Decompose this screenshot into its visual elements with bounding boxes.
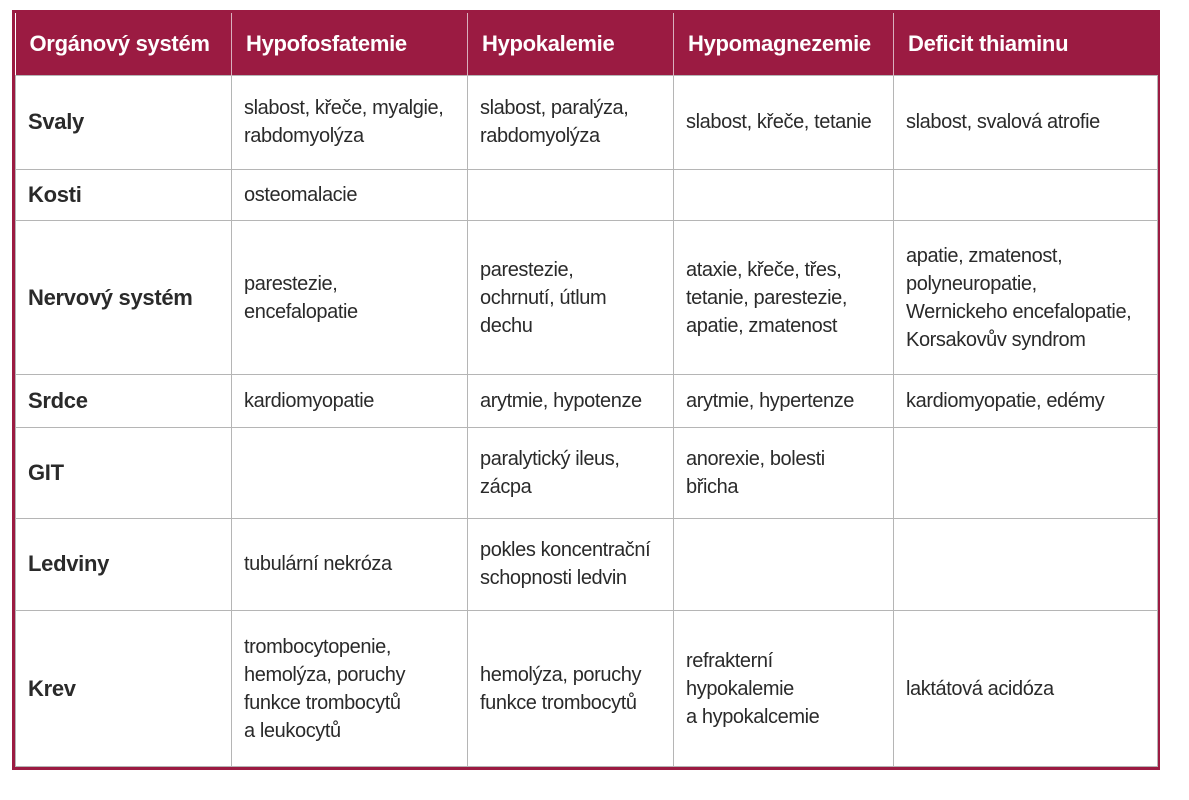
cell-line: trombocytopenie, xyxy=(244,635,392,658)
cell-line: ochrnutí, útlum xyxy=(480,286,607,309)
table-row xyxy=(16,611,1158,767)
cell-line: hemolýza, poruchy xyxy=(244,663,406,686)
cell-hypokalemie xyxy=(468,428,674,518)
cell-line: slabost, svalová atrofie xyxy=(906,111,1100,134)
cell-line: parestezie, xyxy=(244,272,338,295)
header-deficit-thiaminu: Deficit thiaminu xyxy=(894,13,1158,75)
cell-line: hypokalemie xyxy=(686,677,794,700)
cell-line: Korsakovův syndrom xyxy=(906,328,1086,351)
cell-hypofosfatemie xyxy=(232,375,468,428)
cell-line: rabdomyolýza xyxy=(480,125,600,148)
table-row xyxy=(16,518,1158,610)
cell-hypomagnezemie xyxy=(674,611,894,767)
cell-deficit-thiaminu xyxy=(894,611,1158,767)
cell-hypokalemie xyxy=(468,221,674,375)
cell-line: apatie, zmatenost xyxy=(686,314,838,337)
cell-hypokalemie xyxy=(468,611,674,767)
table-row xyxy=(16,375,1158,428)
cell-line: apatie, zmatenost, xyxy=(906,244,1063,267)
table-row xyxy=(16,169,1158,220)
table-header-row xyxy=(16,13,1158,75)
cell-line: Wernickeho encefalopatie, xyxy=(906,300,1132,323)
table-row xyxy=(16,221,1158,375)
cell-line: arytmie, hypertenze xyxy=(686,390,855,413)
cell-hypofosfatemie xyxy=(232,611,468,767)
cell-hypokalemie xyxy=(468,375,674,428)
row-label: GIT xyxy=(16,428,232,518)
row-label: Nervový systém xyxy=(16,221,232,375)
cell-deficit-thiaminu xyxy=(894,518,1158,610)
row-label: Svaly xyxy=(16,75,232,169)
cell-line: tetanie, parestezie, xyxy=(686,286,847,309)
cell-hypofosfatemie xyxy=(232,75,468,169)
cell-line: dechu xyxy=(480,314,533,337)
cell-hypomagnezemie xyxy=(674,169,894,220)
cell-line: slabost, křeče, myalgie, xyxy=(244,97,444,120)
table-row xyxy=(16,75,1158,169)
cell-hypokalemie xyxy=(468,169,674,220)
header-hypomagnezemie: Hypomagnezemie xyxy=(674,13,894,75)
cell-line: kardiomyopatie xyxy=(244,390,375,413)
cell-hypomagnezemie xyxy=(674,75,894,169)
cell-line: tubulární nekróza xyxy=(244,553,392,576)
cell-line: a hypokalcemie xyxy=(686,705,820,728)
cell-hypofosfatemie xyxy=(232,428,468,518)
cell-deficit-thiaminu xyxy=(894,169,1158,220)
cell-line: pokles koncentrační xyxy=(480,539,651,562)
cell-line: břicha xyxy=(686,476,739,499)
row-label: Kosti xyxy=(16,169,232,220)
header-organ-system: Orgánový systém xyxy=(29,30,210,56)
cell-line: anorexie, bolesti xyxy=(686,448,825,471)
cell-line: polyneuropatie, xyxy=(906,272,1037,295)
row-label: Ledviny xyxy=(16,518,232,610)
cell-line: funkce trombocytů xyxy=(480,691,637,714)
cell-line: ataxie, křeče, třes, xyxy=(686,258,842,281)
cell-line: zácpa xyxy=(480,476,532,499)
cell-deficit-thiaminu xyxy=(894,375,1158,428)
cell-hypokalemie xyxy=(468,518,674,610)
header-hypokalemie: Hypokalemie xyxy=(468,13,674,75)
cell-hypomagnezemie xyxy=(674,518,894,610)
cell-line: encefalopatie xyxy=(244,300,358,323)
cell-hypokalemie xyxy=(468,75,674,169)
row-label: Krev xyxy=(16,611,232,767)
cell-hypomagnezemie xyxy=(674,375,894,428)
cell-hypofosfatemie xyxy=(232,169,468,220)
table-row xyxy=(16,428,1158,518)
cell-deficit-thiaminu xyxy=(894,428,1158,518)
cell-line: parestezie, xyxy=(480,258,574,281)
cell-line: slabost, paralýza, xyxy=(480,97,629,120)
comparison-table xyxy=(15,13,1158,767)
cell-deficit-thiaminu xyxy=(894,221,1158,375)
cell-deficit-thiaminu xyxy=(894,75,1158,169)
cell-hypomagnezemie xyxy=(674,428,894,518)
cell-line: arytmie, hypotenze xyxy=(480,390,642,413)
cell-line: hemolýza, poruchy xyxy=(480,663,642,686)
cell-line: a leukocytů xyxy=(244,719,341,742)
cell-hypofosfatemie xyxy=(232,221,468,375)
cell-line: slabost, křeče, tetanie xyxy=(686,111,872,134)
cell-line: rabdomyolýza xyxy=(244,125,364,148)
row-label: Srdce xyxy=(16,375,232,428)
header-hypofosfatemie: Hypofosfatemie xyxy=(232,13,468,75)
cell-line: kardiomyopatie, edémy xyxy=(906,390,1105,413)
cell-hypomagnezemie xyxy=(674,221,894,375)
cell-line: osteomalacie xyxy=(244,184,358,207)
cell-line: funkce trombocytů xyxy=(244,691,401,714)
cell-line: refrakterní xyxy=(686,649,773,672)
cell-hypofosfatemie xyxy=(232,518,468,610)
cell-line: laktátová acidóza xyxy=(906,677,1054,700)
cell-line: paralytický ileus, xyxy=(480,448,620,471)
table-frame xyxy=(12,10,1160,770)
cell-line: schopnosti ledvin xyxy=(480,567,627,590)
